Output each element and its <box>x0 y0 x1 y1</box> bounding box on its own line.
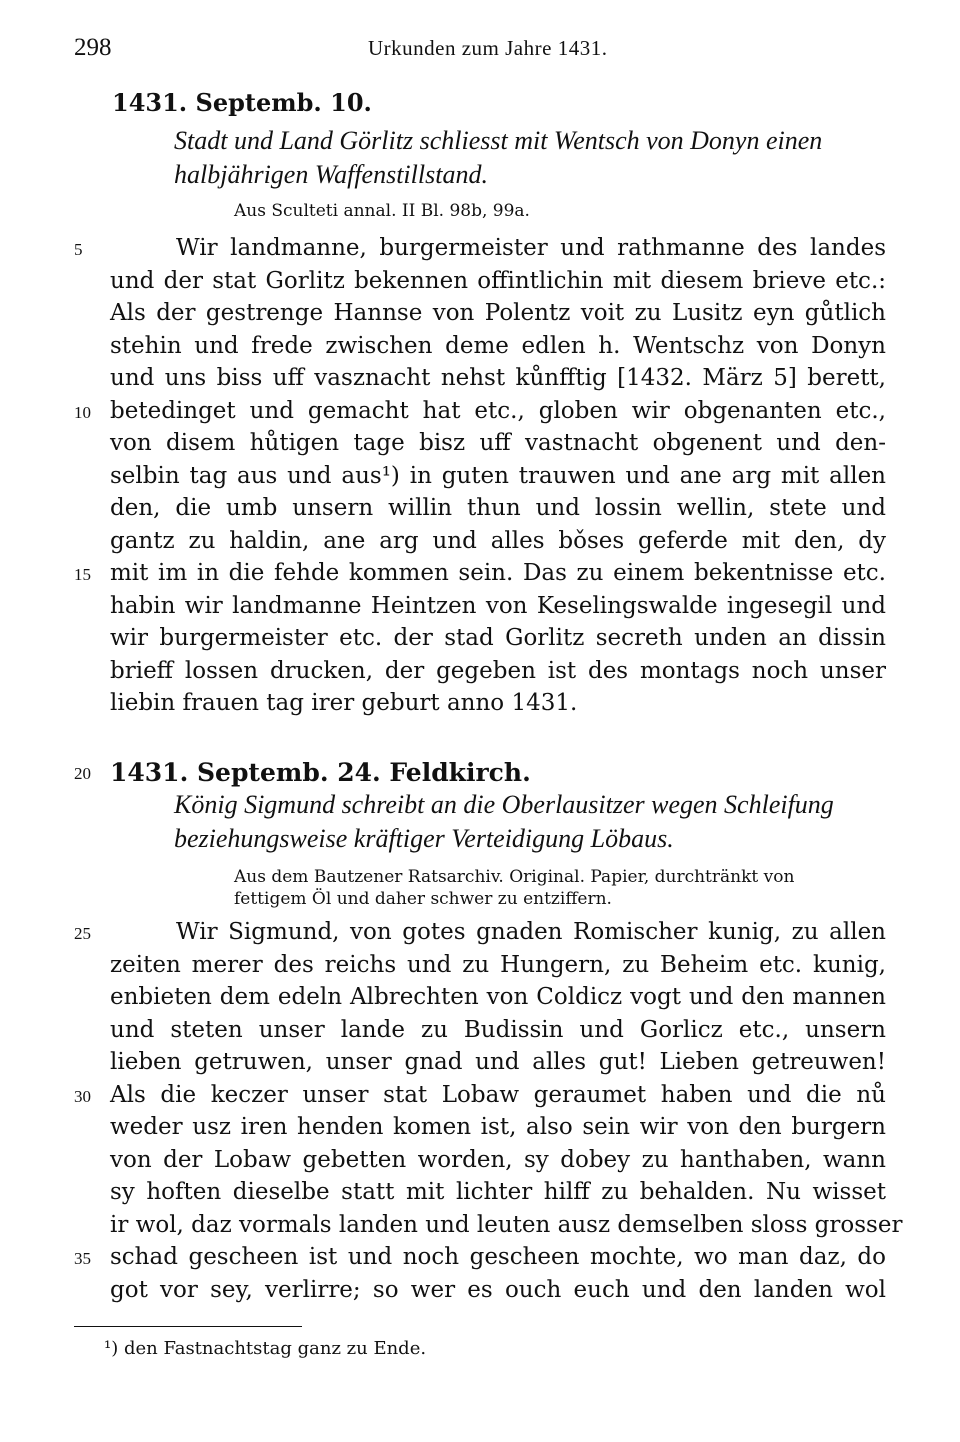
doc2-text-line: Als die keczer unser stat Lobaw geraumet haben und die nů <box>110 1082 886 1108</box>
doc1-text-line: habin wir landmanne Heintzen von Keselingswalde ingesegil und <box>110 593 886 619</box>
doc1-text-line: gantz zu haldin, ane arg und alles bǒses geferde mit den, dy <box>110 528 886 554</box>
doc1-date: 1431. Septemb. 10. <box>112 88 372 117</box>
footnote: ¹) den Fastnachtstag ganz zu Ende. <box>104 1338 427 1359</box>
running-title: Urkunden zum Jahre 1431. <box>368 36 608 60</box>
doc1-text-line: Als der gestrenge Hannse von Polentz voit zu Lusitz eyn gůtlich <box>110 300 886 326</box>
doc2-text-line: von der Lobaw gebetten worden, sy dobey zu hanthaben, wann <box>110 1147 886 1173</box>
doc2-date: 1431. Septemb. 24. Feldkirch. <box>110 758 531 787</box>
doc2-text-line: got vor sey, verlirre; so wer es ouch euch und den landen wol <box>110 1277 886 1303</box>
margin-line-number: 5 <box>74 240 83 259</box>
doc2-text-line: ir wol, daz vormals landen und leuten ausz demselben sloss grosser <box>110 1212 903 1238</box>
doc1-text-line: brieff lossen drucken, der gegeben ist des montags noch unser <box>110 658 886 684</box>
margin-line-number: 20 <box>74 764 91 783</box>
doc2-text-line: weder usz iren henden komen ist, also sein wir von den burgern <box>110 1114 886 1140</box>
margin-line-number: 35 <box>74 1249 91 1268</box>
margin-line-number: 10 <box>74 403 91 422</box>
doc1-text-line: mit im in die fehde kommen sein. Das zu einem bekentnisse etc. <box>110 560 886 586</box>
doc1-source: Aus Sculteti annal. II Bl. 98b, 99a. <box>234 201 530 221</box>
doc2-text-line: zeiten merer des reichs und zu Hungern, zu Beheim etc. kunig, <box>110 952 886 978</box>
doc2-source-line-2: fettigem Öl und daher schwer zu entziffern. <box>234 889 612 909</box>
doc1-text-line: stehin und frede zwischen deme edlen h. Wentschz von Donyn <box>110 333 886 359</box>
doc1-summary-line-2: halbjährigen Waffenstillstand. <box>174 160 488 189</box>
doc1-text-line: wir burgermeister etc. der stad Gorlitz secreth unden an dissin <box>110 625 886 651</box>
margin-line-number: 15 <box>74 565 91 584</box>
doc1-text-line: liebin frauen tag irer geburt anno 1431. <box>110 690 578 716</box>
footnote-rule <box>74 1326 302 1327</box>
page-number: 298 <box>74 34 112 61</box>
doc2-text-line: lieben getruwen, unser gnad und alles gut! Lieben getreuwen! <box>110 1049 886 1075</box>
doc1-text-line: Wir landmanne, burgermeister und rathmanne des landes <box>176 235 886 261</box>
doc1-text-line: und uns biss uff vasznacht nehst kůnfftig [1432. März 5] berett, <box>110 365 886 391</box>
margin-line-number: 30 <box>74 1087 91 1106</box>
doc2-summary-line-2: beziehungsweise kräftiger Verteidigung Löbaus. <box>174 824 674 853</box>
doc2-text-line: sy hoften dieselbe statt mit lichter hilff zu behalden. Nu wisset <box>110 1179 886 1205</box>
doc2-text-line: enbieten dem edeln Albrechten von Coldicz vogt und den mannen <box>110 984 886 1010</box>
doc2-text-line: schad gescheen ist und noch gescheen mochte, wo man daz, do <box>110 1244 886 1270</box>
doc2-text-line: und steten unser lande zu Budissin und Gorlicz etc., unsern <box>110 1017 886 1043</box>
margin-line-number: 25 <box>74 924 91 943</box>
doc2-source-line-1: Aus dem Bautzener Ratsarchiv. Original. Papier, durchtränkt von <box>234 867 795 887</box>
doc1-text-line: den, die umb unsern willin thun und lossin wellin, stete und <box>110 495 886 521</box>
doc2-summary-line-1: König Sigmund schreibt an die Oberlausitzer wegen Schleifung <box>174 790 834 819</box>
doc1-text-line: betedinget und gemacht hat etc., globen wir obgenanten etc., <box>110 398 886 424</box>
doc1-text-line: und der stat Gorlitz bekennen offintlichin mit diesem brieve etc.: <box>110 268 886 294</box>
doc1-summary-line-1: Stadt und Land Görlitz schliesst mit Wentsch von Donyn einen <box>174 126 823 155</box>
doc1-text-line: selbin tag aus und aus¹) in guten trauwen und ane arg mit allen <box>110 463 886 489</box>
doc2-text-line: Wir Sigmund, von gotes gnaden Romischer kunig, zu allen <box>176 919 886 945</box>
doc1-text-line: von disem hůtigen tage bisz uff vastnacht obgenent und den- <box>110 430 886 456</box>
